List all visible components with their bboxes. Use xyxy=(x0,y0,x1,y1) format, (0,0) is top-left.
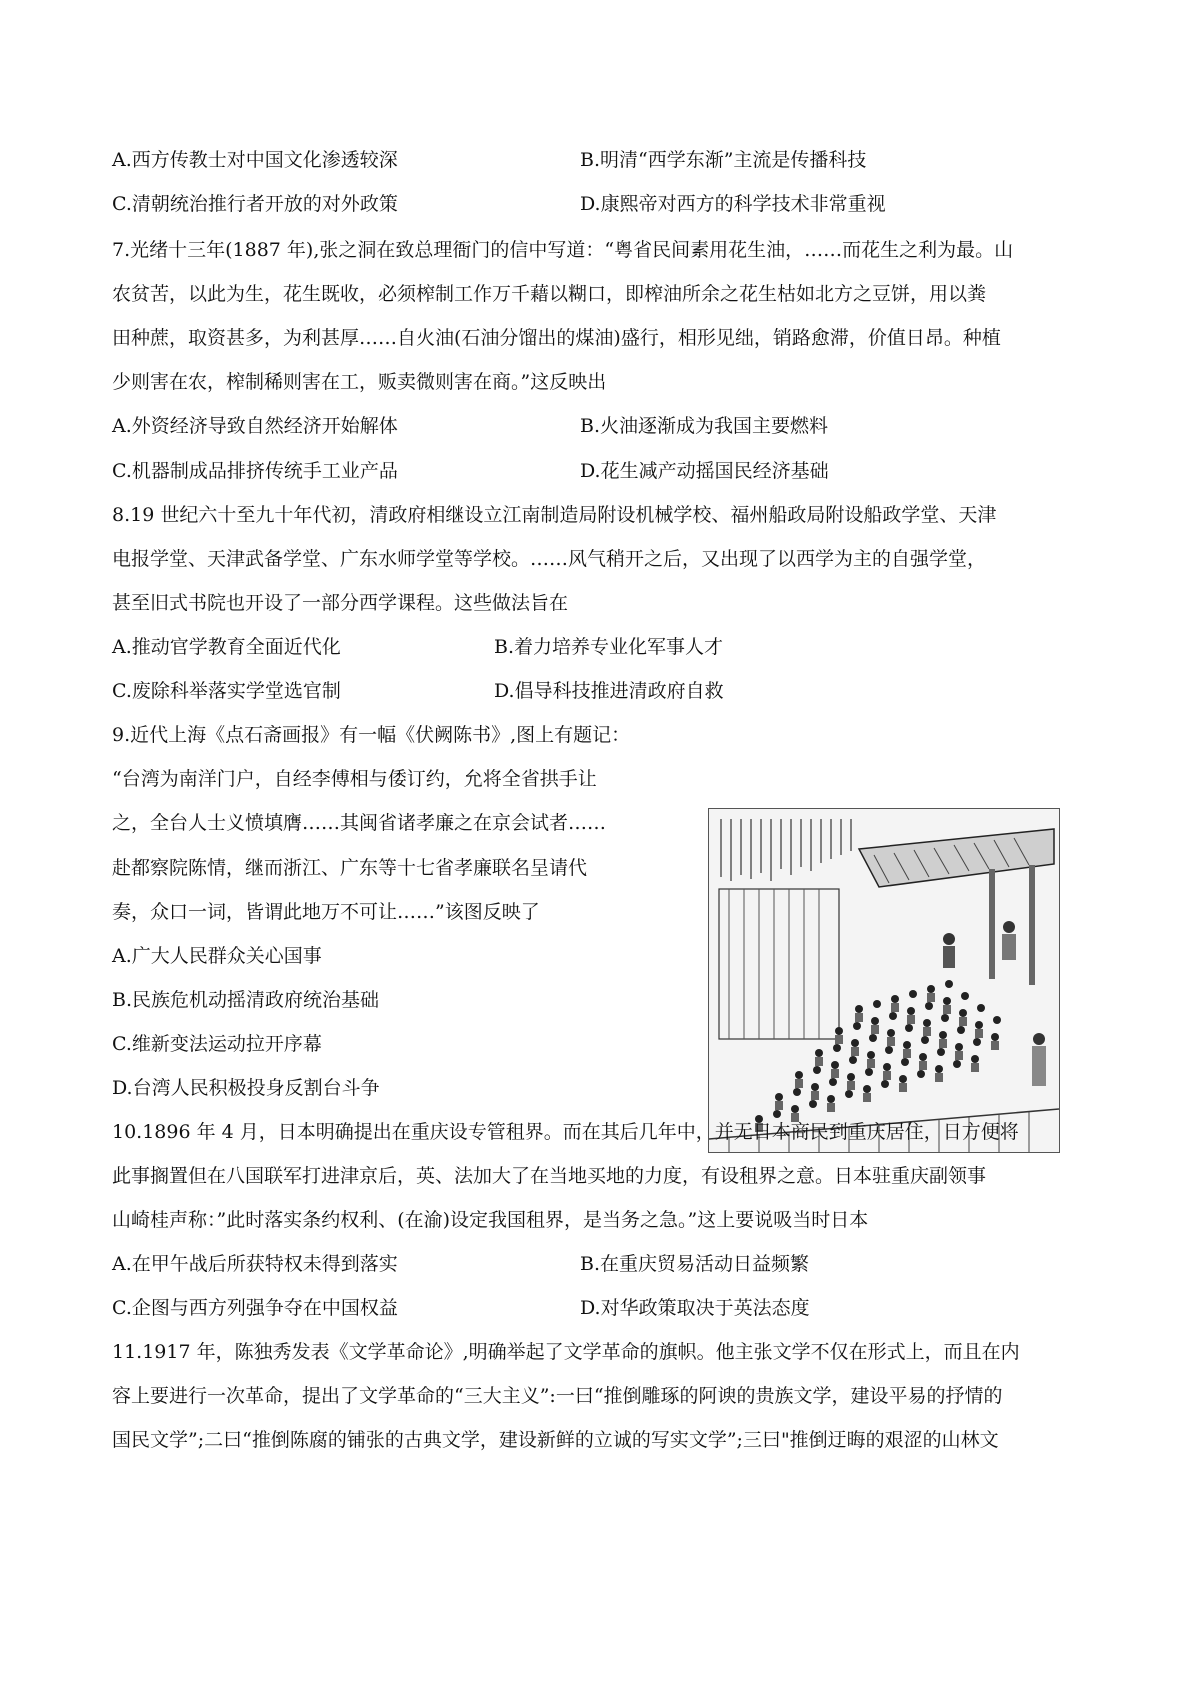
q8-stem-line: 甚至旧式书院也开设了一部分西学课程。这些做法旨在 xyxy=(112,592,569,614)
q7-stem-line: 田种蔗，取资甚多，为利甚厚……自火油(石油分馏出的煤油)盛行，相形见绌，销路愈滞，价值日昂。种植 xyxy=(112,327,1001,349)
q9-option-b: B.民族危机动摇清政府统治基础 xyxy=(112,989,380,1011)
q10-stem-line: 此事搁置但在八国联军打进津京后，英、法加大了在当地买地的力度，有设租界之意。日本驻重庆副领事 xyxy=(112,1165,987,1187)
q8-option-c: C.废除科举落实学堂选官制 xyxy=(112,680,341,702)
q9-option-d: D.台湾人民积极投身反割台斗争 xyxy=(112,1077,380,1099)
q10-option-c: C.企图与西方列强争夺在中国权益 xyxy=(112,1297,398,1319)
q8-option-a: A.推动官学教育全面近代化 xyxy=(112,636,341,658)
q9-option-c: C.维新变法运动拉开序幕 xyxy=(112,1033,322,1055)
q9-option-a: A.广大人民群众关心国事 xyxy=(112,945,322,967)
q10-stem-line: 山崎桂声称：”此时落实条约权利、(在渝)设定我国租界，是当务之急。”这上要说吸当时日本 xyxy=(112,1209,869,1231)
q7-option-c: C.机器制成品排挤传统手工业产品 xyxy=(112,460,398,482)
q10-stem-line: 10.1896 年 4 月，日本明确提出在重庆设专管租界。而在其后几年中，并无日本商民到重庆居住，日方便将 xyxy=(112,1121,1019,1143)
q7-option-a: A.外资经济导致自然经济开始解体 xyxy=(112,415,398,437)
q10-option-b: B.在重庆贸易活动日益频繁 xyxy=(580,1253,810,1275)
q6-option-b: B.明清“西学东渐”主流是传播科技 xyxy=(580,149,867,171)
q8-option-b: B.着力培养专业化军事人才 xyxy=(494,636,724,658)
woodcut-illustration xyxy=(708,808,1060,1153)
q8-stem-line: 电报学堂、天津武备学堂、广东水师学堂等学校。……风气稍开之后，又出现了以西学为主的自强学堂， xyxy=(112,548,987,570)
q9-stem-line: 赴都察院陈情，继而浙江、广东等十七省孝廉联名呈请代 xyxy=(112,857,588,879)
q7-stem-line: 少则害在农，榨制稀则害在工，贩卖微则害在商。”这反映出 xyxy=(112,371,607,393)
q7-stem-line: 7.光绪十三年(1887 年),张之洞在致总理衙门的信中写道：“粤省民间素用花生油，……而花生之利为最。山 xyxy=(112,239,1014,261)
q7-option-b: B.火油逐渐成为我国主要燃料 xyxy=(580,415,829,437)
q11-stem-line: 国民文学”;二曰“推倒陈腐的铺张的古典文学，建设新鲜的立诚的写实文学”;三曰"推倒迂晦的艰涩的山林文 xyxy=(112,1429,999,1451)
q11-stem-line: 容上要进行一次革命，提出了文学革命的“三大主义”:一曰“推倒雕琢的阿谀的贵族文学，建设平易的抒情的 xyxy=(112,1385,1003,1407)
q7-option-d: D.花生减产动摇国民经济基础 xyxy=(580,460,829,482)
q9-stem-line: 奏，众口一词，皆谓此地万不可让……”该图反映了 xyxy=(112,901,540,923)
q10-option-d: D.对华政策取决于英法态度 xyxy=(580,1297,810,1319)
q9-intro: 9.近代上海《点石斋画报》有一幅《伏阙陈书》,图上有题记： xyxy=(112,724,631,746)
q10-option-a: A.在甲午战后所获特权未得到落实 xyxy=(112,1253,398,1275)
q11-stem-line: 11.1917 年，陈独秀发表《文学革命论》,明确举起了文学革命的旗帜。他主张文学不仅在形式上，而且在内 xyxy=(112,1341,1020,1363)
q8-option-d: D.倡导科技推进清政府自救 xyxy=(494,680,724,702)
q6-option-d: D.康熙帝对西方的科学技术非常重视 xyxy=(580,193,886,215)
q7-stem-line: 农贫苦，以此为生，花生既收，必须榨制工作万千藉以糊口，即榨油所余之花生枯如北方之豆饼，用以粪 xyxy=(112,283,987,305)
q8-stem-line: 8.19 世纪六十至九十年代初，清政府相继设立江南制造局附设机械学校、福州船政局附设船政学堂、天津 xyxy=(112,504,997,526)
q6-option-c: C.清朝统治推行者开放的对外政策 xyxy=(112,193,398,215)
q9-stem-line: 之，全台人士义愤填膺……其闽省诸孝廉之在京会试者…… xyxy=(112,812,607,834)
q6-option-a: A.西方传教士对中国文化渗透较深 xyxy=(112,149,398,171)
q9-stem-line: “台湾为南洋门户，自经李傅相与倭订约，允将全省拱手让 xyxy=(112,768,597,790)
